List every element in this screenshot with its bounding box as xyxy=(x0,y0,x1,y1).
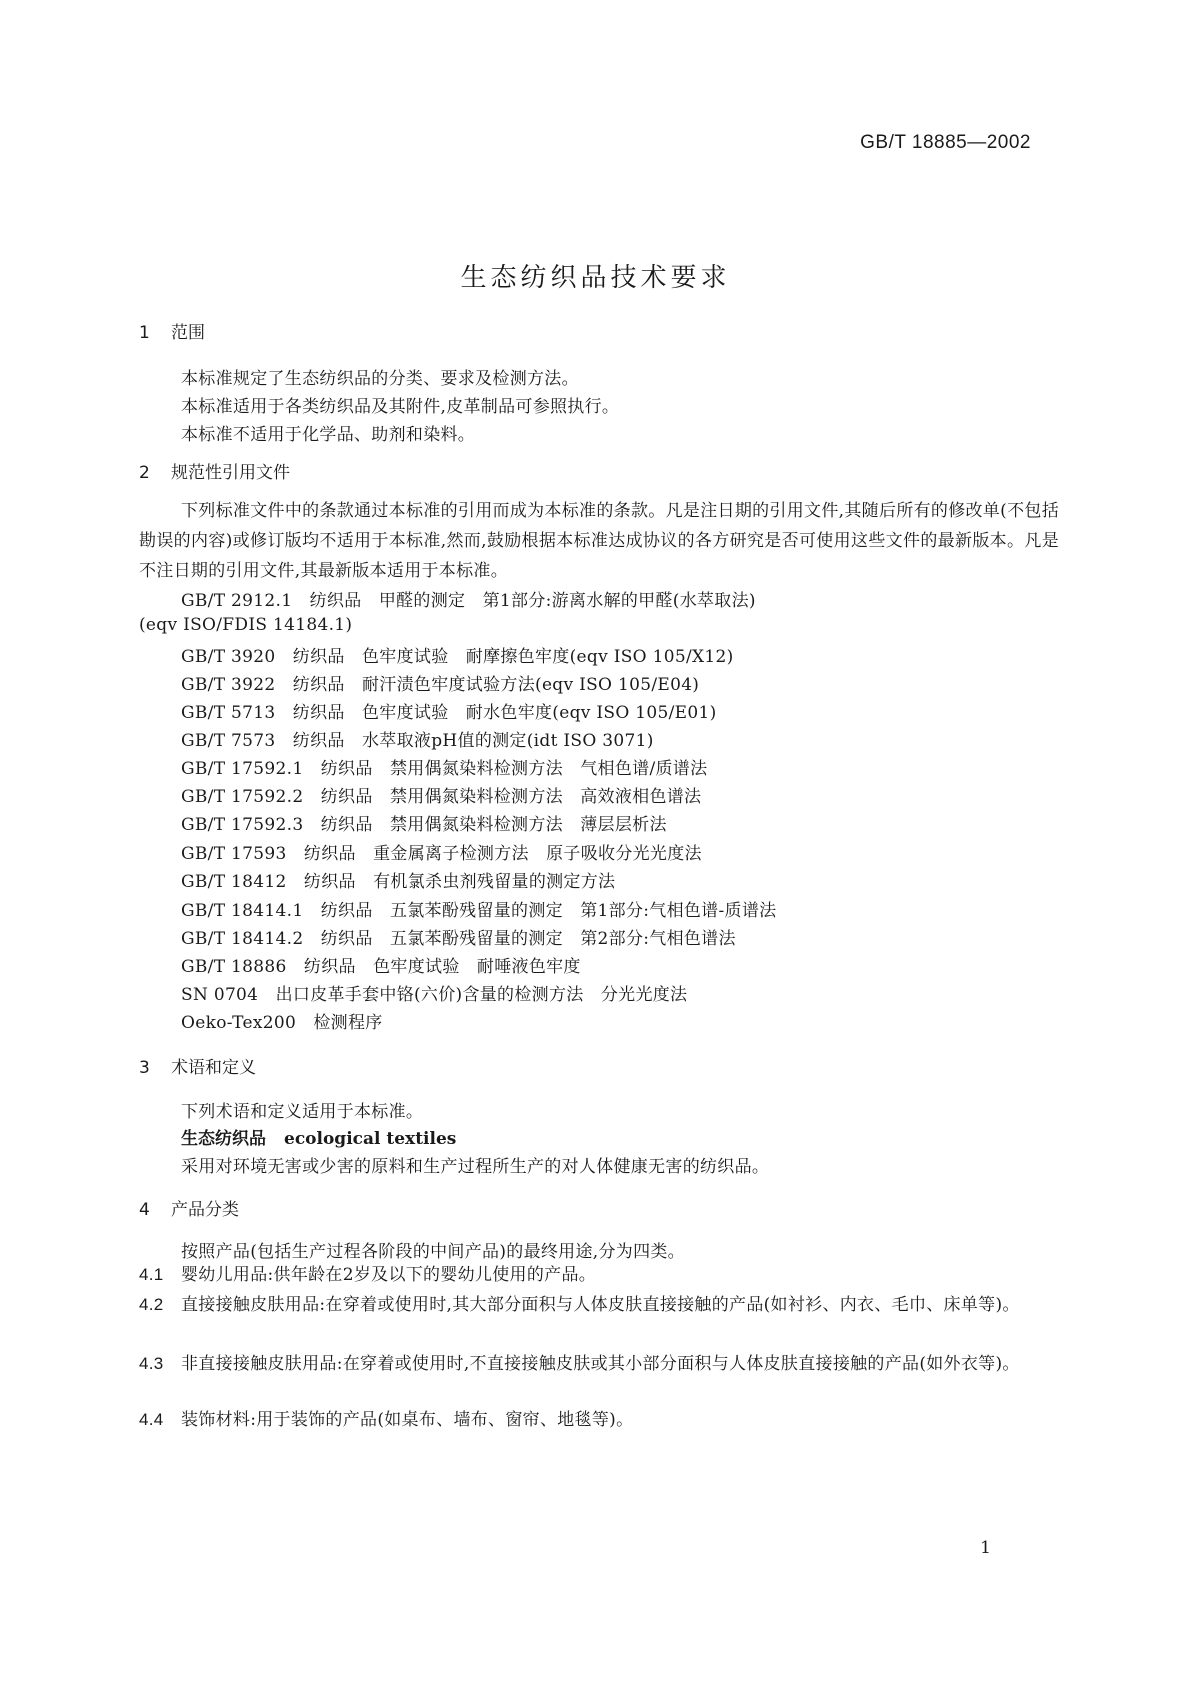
section-title: 规范性引用文件 xyxy=(171,463,290,483)
classification-intro: 按照产品(包括生产过程各阶段的中间产品)的最终用途,分为四类。 xyxy=(181,1242,685,1262)
page-title: 生态纺织品技术要求 xyxy=(460,263,731,294)
standard-code: GB/T 18885—2002 xyxy=(860,132,1031,153)
scope-line: 本标准规定了生态纺织品的分类、要求及检测方法。 xyxy=(181,369,579,389)
reference-item: GB/T 7573 纺织品 水萃取液pH值的测定(idt ISO 3071) xyxy=(181,731,654,751)
item-text: 直接接触皮肤用品:在穿着或使用时,其大部分面积与人体皮肤直接接触的产品(如衬衫、内衣、毛巾、床单等)。 xyxy=(181,1295,1020,1315)
section-number: 1 xyxy=(139,323,150,343)
section-2-heading xyxy=(139,458,290,483)
classification-item xyxy=(139,1290,1059,1320)
section-number: 3 xyxy=(139,1058,150,1078)
reference-item: GB/T 5713 纺织品 色牢度试验 耐水色牢度(eqv ISO 105/E01) xyxy=(181,703,717,723)
term-definition: 采用对环境无害或少害的原料和生产过程所生产的对人体健康无害的纺织品。 xyxy=(181,1157,770,1177)
reference-item: GB/T 18412 纺织品 有机氯杀虫剂残留量的测定方法 xyxy=(181,872,616,892)
section-number: 2 xyxy=(139,463,150,483)
reference-item: GB/T 17592.3 纺织品 禁用偶氮染料检测方法 薄层层析法 xyxy=(181,815,667,835)
term-chinese: 生态纺织品 xyxy=(181,1129,266,1149)
reference-item-continuation: (eqv ISO/FDIS 14184.1) xyxy=(139,615,353,635)
term-entry xyxy=(181,1124,456,1149)
item-number: 4.1 xyxy=(139,1265,164,1284)
reference-item: GB/T 3920 纺织品 色牢度试验 耐摩擦色牢度(eqv ISO 105/X12) xyxy=(181,647,734,667)
section-number: 4 xyxy=(139,1200,150,1220)
classification-item xyxy=(139,1260,1059,1290)
reference-item: SN 0704 出口皮革手套中铬(六价)含量的检测方法 分光光度法 xyxy=(181,985,688,1005)
reference-item: GB/T 3922 纺织品 耐汗渍色牢度试验方法(eqv ISO 105/E04) xyxy=(181,675,700,695)
reference-item: GB/T 18414.1 纺织品 五氯苯酚残留量的测定 第1部分:气相色谱-质谱法 xyxy=(181,901,777,921)
page-number: 1 xyxy=(980,1538,991,1558)
terms-intro: 下列术语和定义适用于本标准。 xyxy=(181,1102,424,1122)
section-3-heading xyxy=(139,1053,256,1078)
section-1-heading xyxy=(139,318,205,343)
item-text: 装饰材料:用于装饰的产品(如桌布、墙布、窗帘、地毯等)。 xyxy=(181,1410,634,1430)
item-number: 4.2 xyxy=(139,1295,164,1314)
reference-item: GB/T 18886 纺织品 色牢度试验 耐唾液色牢度 xyxy=(181,957,581,977)
section-title: 范围 xyxy=(171,323,205,343)
section-title: 产品分类 xyxy=(171,1200,239,1220)
reference-item: GB/T 17593 纺织品 重金属离子检测方法 原子吸收分光光度法 xyxy=(181,844,702,864)
reference-item: GB/T 2912.1 纺织品 甲醛的测定 第1部分:游离水解的甲醛(水萃取法) xyxy=(181,591,756,611)
term-english: ecological textiles xyxy=(284,1129,457,1149)
references-intro: 下列标准文件中的条款通过本标准的引用而成为本标准的条款。凡是注日期的引用文件,其随后所有的修改单(不包括勘误的内容)或修订版均不适用于本标准,然而,鼓励根据本标准达成协议的各方研究是否可使用这些文件的最新版本。凡是不注日期的引用文件,其最新版本适用于本标准。 xyxy=(139,501,1059,581)
item-text: 婴幼儿用品:供年龄在2岁及以下的婴幼儿使用的产品。 xyxy=(181,1265,597,1285)
item-number: 4.4 xyxy=(139,1410,164,1429)
section-title: 术语和定义 xyxy=(171,1058,256,1078)
classification-item xyxy=(139,1405,1059,1435)
item-text: 非直接接触皮肤用品:在穿着或使用时,不直接接触皮肤或其小部分面积与人体皮肤直接接触的产品(如外衣等)。 xyxy=(181,1354,1020,1374)
section-4-heading xyxy=(139,1195,239,1220)
scope-line: 本标准适用于各类纺织品及其附件,皮革制品可参照执行。 xyxy=(181,397,620,417)
reference-item: GB/T 17592.2 纺织品 禁用偶氮染料检测方法 高效液相色谱法 xyxy=(181,787,702,807)
reference-item: GB/T 18414.2 纺织品 五氯苯酚残留量的测定 第2部分:气相色谱法 xyxy=(181,929,736,949)
reference-item: Oeko-Tex200 检测程序 xyxy=(181,1013,383,1033)
scope-line: 本标准不适用于化学品、助剂和染料。 xyxy=(181,425,476,445)
classification-item xyxy=(139,1349,1059,1379)
item-number: 4.3 xyxy=(139,1354,164,1373)
reference-item: GB/T 17592.1 纺织品 禁用偶氮染料检测方法 气相色谱/质谱法 xyxy=(181,759,708,779)
